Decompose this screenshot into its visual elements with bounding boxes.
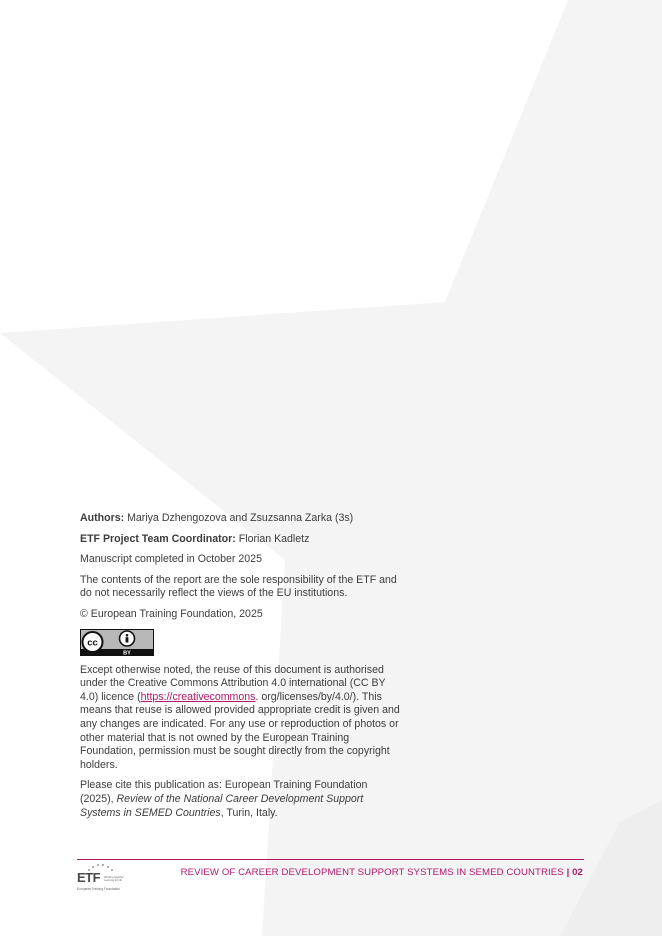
imprint-block <box>80 512 402 827</box>
citation-before: Please cite this publication as: European Training Foundation (2025), <box>80 779 368 805</box>
authors-line <box>80 512 402 526</box>
license-text-before: Except otherwise noted, the reuse of this document is authorised under the Creative Commons Attribution 4.0 international (CC BY 4.0) licence ( <box>80 663 386 703</box>
citation-title: Review of the National Career Development Support Systems in SEMED Countries <box>80 792 364 819</box>
copyright-text: © European Training Foundation, 2025 <box>80 607 263 620</box>
running-footer <box>181 867 583 878</box>
footer-divider <box>77 859 584 860</box>
coordinator-label: ETF Project Team Coordinator: <box>80 532 236 545</box>
authors-value: Mariya Dzhengozova and Zsuzsanna Zarka (3s) <box>124 512 354 524</box>
citation-after: , Turin, Italy. <box>220 806 278 819</box>
running-title: REVIEW OF CAREER DEVELOPMENT SUPPORT SYSTEMS IN SEMED COUNTRIES <box>180 867 567 878</box>
by-badge-label: BY <box>123 650 131 656</box>
cc-badge-label: cc <box>87 636 98 648</box>
cc-by-license-badge <box>80 629 154 656</box>
logo-wordmark: ETF <box>77 870 101 885</box>
page-number: 02 <box>569 867 583 878</box>
disclaimer-text: The contents of the report are the sole responsibility of the ETF and do not necessarily reflect the views of the EU institutions. <box>80 573 397 600</box>
etf-logo <box>77 862 129 894</box>
coordinator-value: Florian Kadletz <box>235 532 310 545</box>
coordinator-line <box>80 533 402 547</box>
manuscript-date: Manuscript completed in October 2025 <box>80 553 262 566</box>
logo-organization: European Training Foundation <box>77 887 120 891</box>
license-text <box>80 664 402 773</box>
license-text-after: . org/licenses/by/4.0/). This means that reuse is allowed provided appropriate credit is given and any changes are indicated. For any use or reproduction of photos or other material that is not owned by the European Training Foundation, permission must be sought directly from the copyright holders. <box>80 690 400 771</box>
logo-tagline: Working together Learning for life <box>104 876 124 882</box>
creative-commons-link[interactable]: https://creativecommons <box>140 690 256 703</box>
authors-label: Authors: <box>80 512 125 524</box>
citation-text <box>80 779 402 820</box>
footer-separator: | <box>566 867 570 878</box>
